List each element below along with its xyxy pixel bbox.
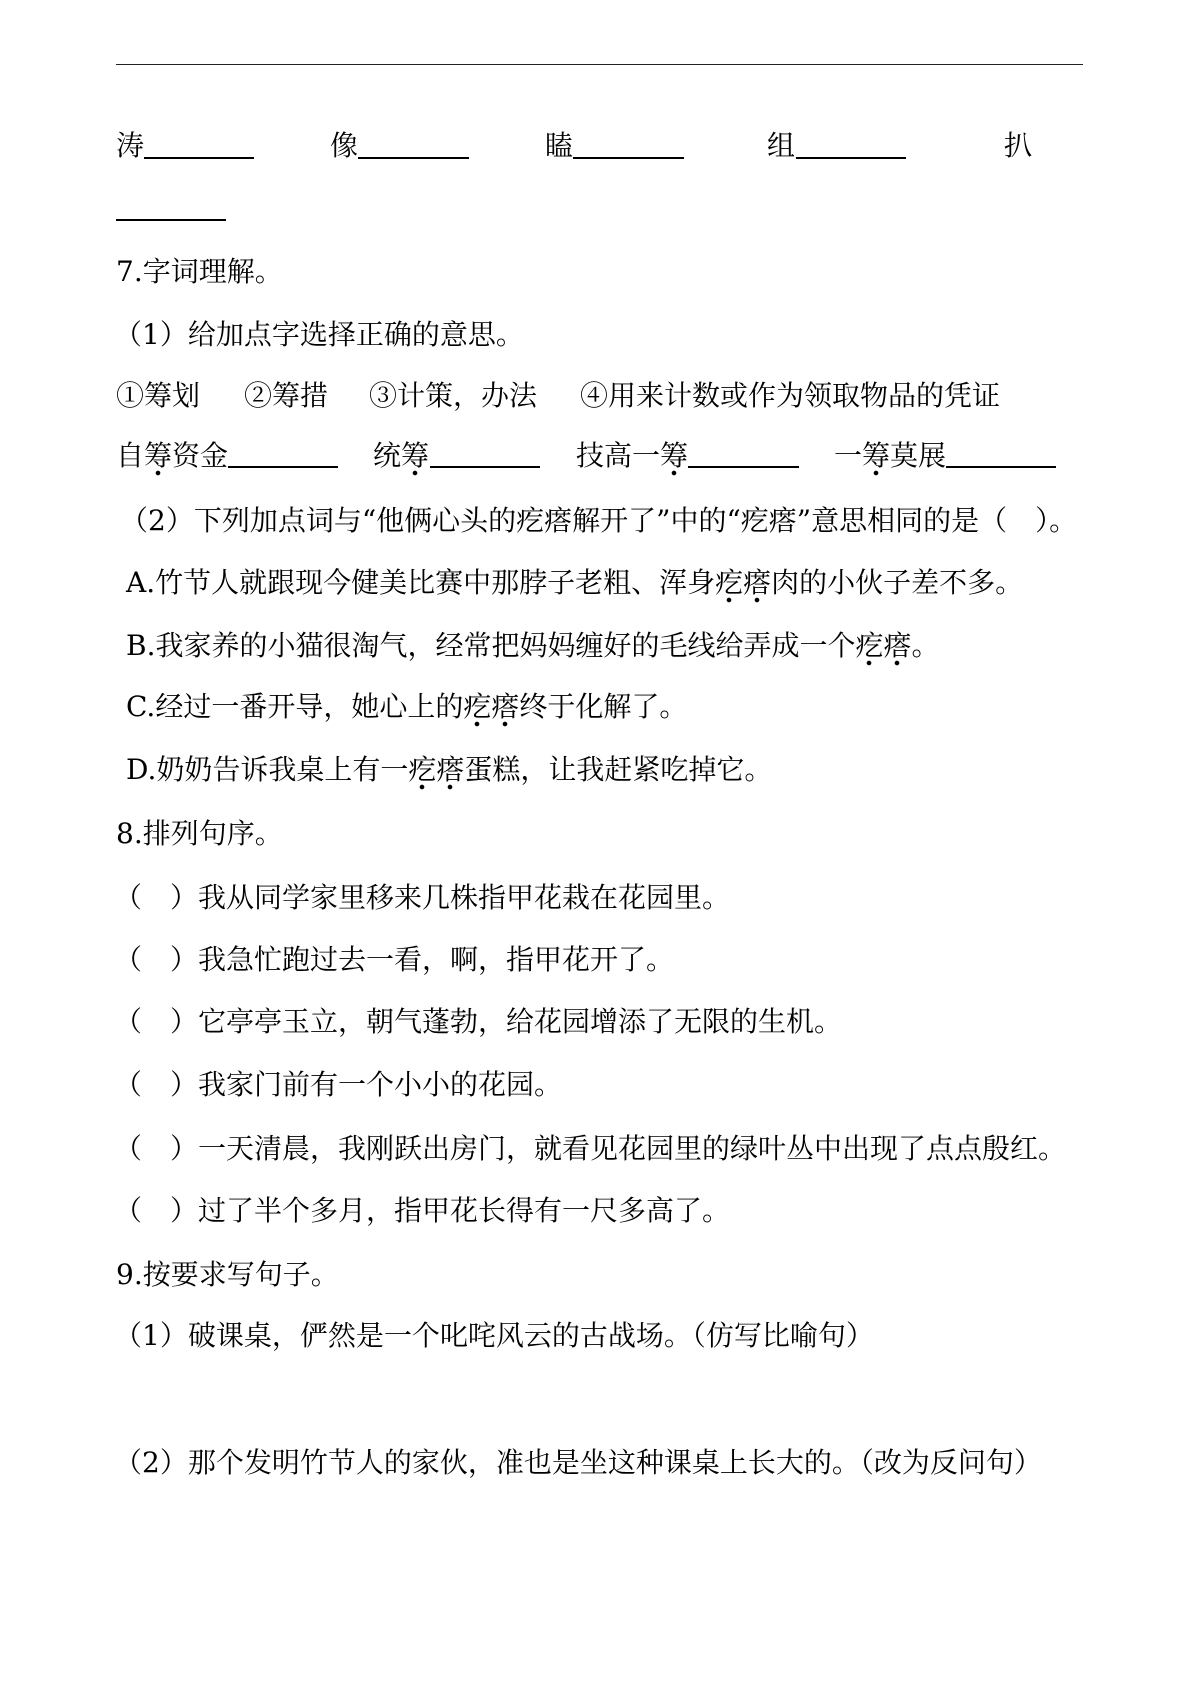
meaning-option: ①筹划 — [116, 379, 201, 412]
answer-blank — [144, 157, 254, 159]
choice-text: 终于化解了。 — [519, 690, 688, 723]
word-text: 自 — [116, 439, 145, 472]
question-9-title: 9.按要求写句子。 — [116, 1258, 339, 1291]
answer-blank — [116, 219, 226, 221]
meaning-option: ③计策，办法 — [369, 379, 538, 412]
dotted-word: 疙瘩 — [715, 566, 771, 603]
ordering-sentence: （ ）我家门前有一个小小的花园。 — [114, 1068, 563, 1101]
dotted-char: 筹 — [862, 439, 890, 476]
choice-text: B.我家养的小猫很淘气，经常把妈妈缠好的毛线给弄成一个 — [126, 629, 856, 662]
word-text: 莫展 — [890, 439, 947, 472]
char-prompt: 涛 — [116, 129, 145, 162]
choice-text: C.经过一番开导，她心上的 — [126, 690, 464, 723]
dotted-word — [834, 436, 946, 476]
meaning-option: ④用来计数或作为领取物品的凭证 — [580, 379, 1001, 412]
answer-blank — [430, 466, 540, 468]
answer-blank — [573, 157, 684, 159]
char-prompt: 像 — [330, 129, 359, 162]
dotted-word: 疙瘩 — [855, 629, 911, 666]
meaning-option: ②筹措 — [244, 379, 329, 412]
dotted-word: 疙瘩 — [408, 753, 464, 790]
question-8-title: 8.排列句序。 — [116, 817, 283, 850]
choice-text: 蛋糕，让我赶紧吃掉它。 — [464, 753, 773, 786]
question-7-title: 7.字词理解。 — [116, 255, 283, 288]
header-rule — [116, 64, 1083, 65]
answer-blank — [796, 157, 906, 159]
answer-blank — [358, 157, 469, 159]
choice-text: A.竹节人就跟现今健美比赛中那脖子老粗、浑身 — [126, 566, 716, 599]
word-text: 统 — [373, 439, 402, 472]
word-text: 技高一 — [576, 439, 661, 472]
question-7-part-1-prompt: （1）给加点字选择正确的意思。 — [114, 318, 524, 351]
ordering-sentence: （ ）它亭亭玉立，朝气蓬勃，给花园增添了无限的生机。 — [114, 1005, 843, 1038]
ordering-sentence: （ ）我急忙跑过去一看，啊，指甲花开了。 — [114, 943, 675, 976]
dotted-word — [373, 436, 429, 476]
dotted-char: 筹 — [660, 439, 688, 476]
ordering-sentence: （ ）我从同学家里移来几株指甲花栽在花园里。 — [114, 881, 731, 914]
question-9-part-1: （1）破课桌，俨然是一个叱咤风云的古战场。（仿写比喻句） — [114, 1319, 874, 1352]
question-9-part-2: （2）那个发明竹节人的家伙，准也是坐这种课桌上长大的。（改为反问句） — [114, 1446, 1042, 1479]
question-7-part-2-prompt: （2）下列加点词与“他俩心头的疙瘩解开了”中的“疙瘩”意思相同的是（ ）。 — [120, 504, 1078, 537]
choice-text: D.奶奶告诉我桌上有一 — [126, 753, 409, 786]
ordering-sentence: （ ）一天清晨，我刚跃出房门，就看见花园里的绿叶丛中出现了点点殷红。 — [114, 1132, 1067, 1165]
choice-text: 肉的小伙子差不多。 — [771, 566, 1024, 599]
char-prompt: 扒 — [1004, 129, 1033, 162]
dotted-word — [116, 436, 228, 476]
answer-blank — [228, 466, 338, 468]
dotted-char: 筹 — [401, 439, 429, 476]
choice-a — [126, 563, 1023, 603]
ordering-sentence: （ ）过了半个多月，指甲花长得有一尺多高了。 — [114, 1194, 731, 1227]
answer-blank — [946, 466, 1056, 468]
dotted-char: 筹 — [144, 439, 172, 476]
choice-text: 。 — [911, 629, 940, 662]
dotted-word: 疙瘩 — [463, 690, 519, 727]
char-prompt: 瞌 — [545, 129, 574, 162]
choice-d — [126, 750, 772, 790]
dotted-word — [576, 436, 688, 476]
choice-c — [126, 687, 687, 727]
choice-b — [126, 626, 940, 666]
answer-blank — [688, 466, 799, 468]
word-text: 一 — [834, 439, 863, 472]
char-prompt: 组 — [767, 129, 796, 162]
word-text: 资金 — [172, 439, 229, 472]
